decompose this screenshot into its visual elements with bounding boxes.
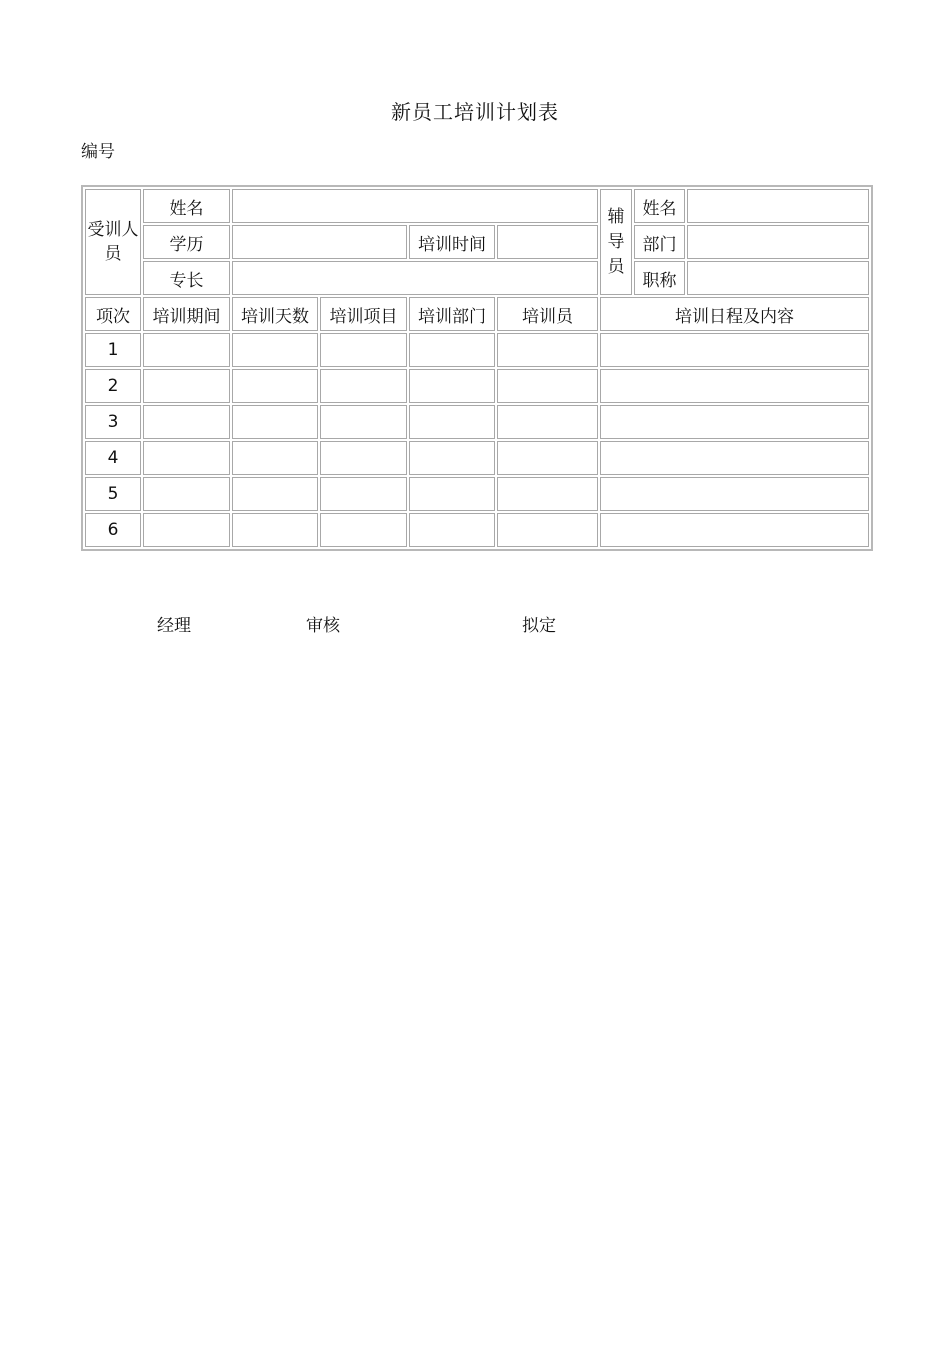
mentor-department-label: 部门 — [634, 225, 685, 259]
serial-number-label: 编号 — [81, 142, 115, 162]
mentor-group-char: 辅 — [607, 206, 625, 227]
department-cell[interactable] — [409, 405, 495, 439]
item-cell[interactable] — [320, 441, 407, 475]
mentor-group-char: 员 — [607, 256, 625, 277]
header-training-department: 培训部门 — [409, 297, 495, 331]
trainer-cell[interactable] — [497, 513, 598, 547]
content-cell[interactable] — [600, 513, 869, 547]
period-cell[interactable] — [143, 441, 230, 475]
item-cell[interactable] — [320, 369, 407, 403]
mentor-name-label: 姓名 — [634, 189, 685, 223]
table-row — [85, 513, 869, 547]
row-number: 4 — [85, 441, 141, 475]
table-row — [85, 477, 869, 511]
content-cell[interactable] — [600, 333, 869, 367]
department-cell[interactable] — [409, 369, 495, 403]
days-cell[interactable] — [232, 513, 318, 547]
item-cell[interactable] — [320, 333, 407, 367]
row-number: 5 — [85, 477, 141, 511]
mentor-name-field[interactable] — [687, 189, 869, 223]
department-cell[interactable] — [409, 513, 495, 547]
item-cell[interactable] — [320, 405, 407, 439]
mentor-group-label — [600, 189, 632, 295]
mentor-title-label: 职称 — [634, 261, 685, 295]
trainer-cell[interactable] — [497, 333, 598, 367]
row-number: 6 — [85, 513, 141, 547]
training-plan-table — [81, 185, 873, 551]
trainee-education-row — [85, 225, 869, 259]
content-cell[interactable] — [600, 405, 869, 439]
period-cell[interactable] — [143, 477, 230, 511]
item-cell[interactable] — [320, 513, 407, 547]
schedule-header-row — [85, 297, 869, 331]
content-cell[interactable] — [600, 477, 869, 511]
trainer-cell[interactable] — [497, 441, 598, 475]
header-training-period: 培训期间 — [143, 297, 230, 331]
review-signature-label: 审核 — [306, 616, 340, 636]
department-cell[interactable] — [409, 477, 495, 511]
draft-signature-label: 拟定 — [522, 616, 556, 636]
trainee-education-field[interactable] — [232, 225, 407, 259]
page-title: 新员工培训计划表 — [391, 100, 559, 124]
content-cell[interactable] — [600, 441, 869, 475]
mentor-group-char: 导 — [607, 231, 625, 252]
department-cell[interactable] — [409, 333, 495, 367]
header-item-no: 项次 — [85, 297, 141, 331]
training-time-field[interactable] — [497, 225, 598, 259]
trainee-name-label: 姓名 — [143, 189, 230, 223]
item-cell[interactable] — [320, 477, 407, 511]
table-row — [85, 369, 869, 403]
period-cell[interactable] — [143, 513, 230, 547]
mentor-department-field[interactable] — [687, 225, 869, 259]
manager-signature-label: 经理 — [157, 616, 191, 636]
training-time-label: 培训时间 — [409, 225, 495, 259]
table-row — [85, 333, 869, 367]
header-training-item: 培训项目 — [320, 297, 407, 331]
trainee-education-label: 学历 — [143, 225, 230, 259]
trainer-cell[interactable] — [497, 369, 598, 403]
days-cell[interactable] — [232, 441, 318, 475]
trainee-specialty-label: 专长 — [143, 261, 230, 295]
days-cell[interactable] — [232, 333, 318, 367]
period-cell[interactable] — [143, 369, 230, 403]
content-cell[interactable] — [600, 369, 869, 403]
row-number: 1 — [85, 333, 141, 367]
trainee-name-row — [85, 189, 869, 223]
row-number: 3 — [85, 405, 141, 439]
trainer-cell[interactable] — [497, 405, 598, 439]
header-schedule-content: 培训日程及内容 — [600, 297, 869, 331]
mentor-title-field[interactable] — [687, 261, 869, 295]
trainee-name-field[interactable] — [232, 189, 598, 223]
department-cell[interactable] — [409, 441, 495, 475]
header-training-days: 培训天数 — [232, 297, 318, 331]
table-row — [85, 405, 869, 439]
trainee-specialty-field[interactable] — [232, 261, 598, 295]
trainer-cell[interactable] — [497, 477, 598, 511]
period-cell[interactable] — [143, 333, 230, 367]
days-cell[interactable] — [232, 405, 318, 439]
days-cell[interactable] — [232, 369, 318, 403]
trainee-group-label: 受训人员 — [85, 189, 141, 295]
signature-line — [0, 611, 950, 635]
table-row — [85, 441, 869, 475]
period-cell[interactable] — [143, 405, 230, 439]
header-trainer: 培训员 — [497, 297, 598, 331]
trainee-specialty-row — [85, 261, 869, 295]
days-cell[interactable] — [232, 477, 318, 511]
row-number: 2 — [85, 369, 141, 403]
